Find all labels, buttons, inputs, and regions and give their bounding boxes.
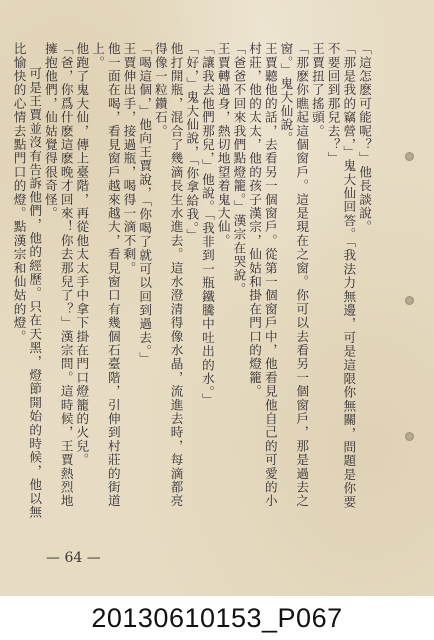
text-paragraph: 「爸，你爲什麽這麽晚才回來！你去那兒了？」漢宗問。這時候，王賈熱烈地擁抱他們，仙姑覺得很奇怪。 — [42, 42, 74, 508]
vertical-text-body — [11, 42, 372, 520]
text-paragraph: 王賈轉過身，熱切地望着鬼大仙。 — [215, 42, 231, 248]
text-paragraph: 王賈扭了搖頭。 — [309, 42, 325, 138]
text-paragraph: 「喝這個，」他向王賈說，「你喝了就可以回到過去。」 — [137, 42, 153, 366]
text-paragraph: 王賈聽他的話，去看另一個窗戶。從第一個窗戶中，他看見他自己的可愛的小村莊，他的太太，他的孩子漢宗，仙姑和掛在門口的燈籠。 — [247, 42, 278, 508]
text-paragraph: 「那是我的竊營，」鬼大仙回答。「我法力無邊，可是這限你無關，問題是你要不要回到那兒去？」 — [325, 42, 357, 509]
text-paragraph: 王賈伸出手，接過瓶，喝得一滴不剩。 — [121, 42, 137, 275]
page-number: — 64 — — [46, 550, 101, 566]
text-paragraph: 他跑了鬼大仙，傳上臺階，再從他太太手中拿下掛在門口燈籠的火兒。 — [74, 42, 90, 467]
binding-hole — [405, 152, 414, 161]
text-paragraph: 「那麽你瞧起這個窗戶。這是現在之窗。你可以去看另一個窗戶，那是過去之窗。」鬼大仙說。 — [278, 42, 310, 508]
text-paragraph: 「這怎麽可能呢？」他長談說。 — [357, 42, 372, 234]
image-caption: 20130610153_P067 — [91, 603, 343, 633]
text-paragraph: 他打開瓶，混合了幾滴長生水進去。這水澄清得像水晶，流進去時，每滴都亮得像一粒鑽石。 — [152, 42, 184, 508]
text-paragraph: 「爸爸不回來我們點燈籠。」漢宗在哭說。 — [231, 42, 247, 296]
binding-hole — [405, 432, 414, 441]
binding-hole — [405, 296, 414, 305]
text-paragraph: 可是王賈並沒有告訴他們，他的經歷。只在天黑，燈節開始的時候，他以無比愉快的心情去點門口的燈。點漢宗和仙姑的燈。 — [11, 42, 43, 520]
text-paragraph: 他一面在喝，看見窗戶越來越大，看見窗口有幾個石臺階，引伸到村莊的街道上。 — [90, 42, 121, 508]
text-paragraph: 「好，」鬼大仙說，「你拿給我。」 — [184, 42, 200, 243]
text-paragraph: 「讓我去他們那兒，」他說。「我非到一瓶鐵騰中吐出的水。」 — [199, 42, 215, 407]
